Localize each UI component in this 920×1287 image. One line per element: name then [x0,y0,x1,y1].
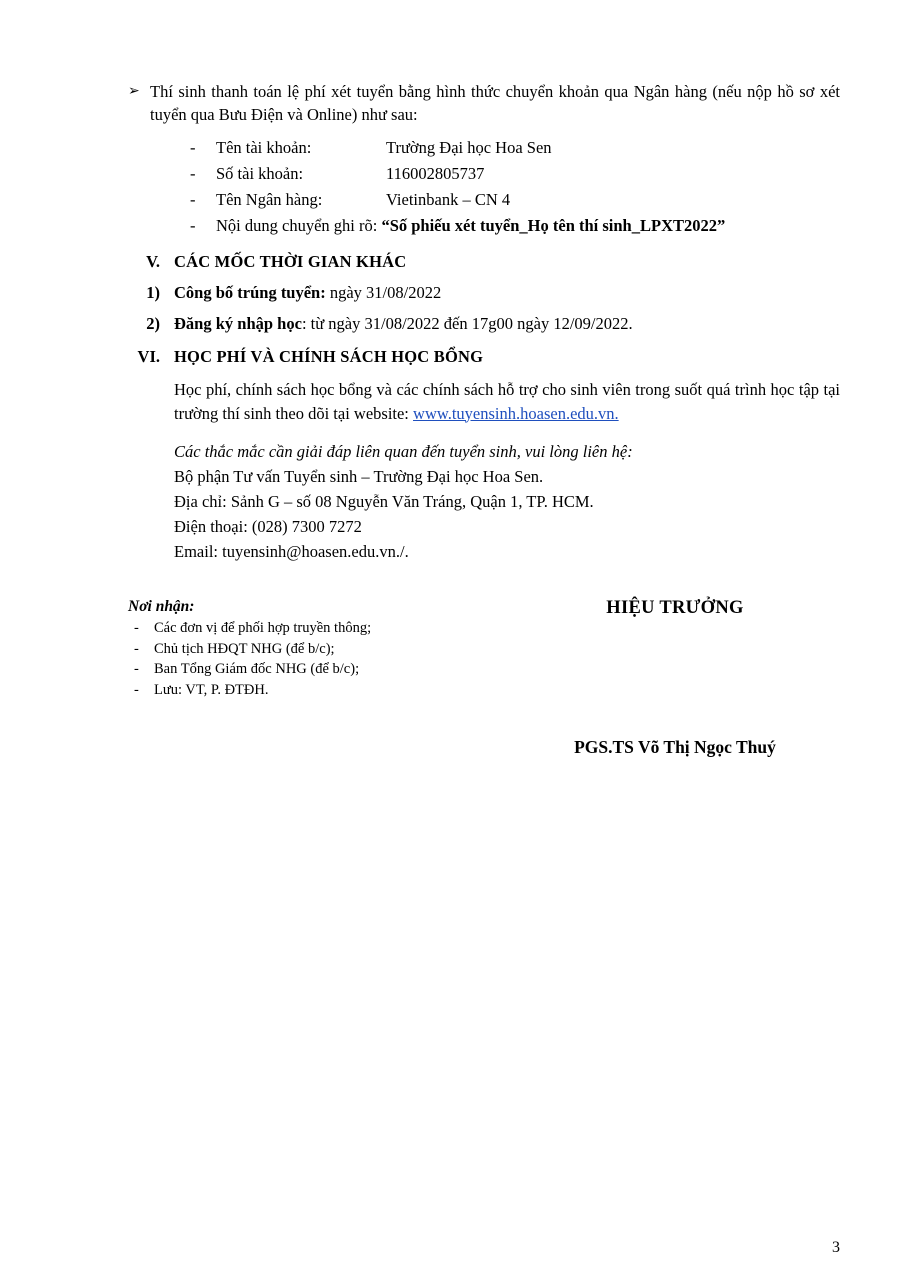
recipient-label: Lưu: VT, P. ĐTĐH. [154,682,269,699]
payment-instruction-text: Thí sinh thanh toán lệ phí xét tuyển bằng hình thức chuyển khoản qua Ngân hàng (nếu nộp hồ sơ xét tuyển qua Bưu Điện và Online) như sau: [150,82,840,125]
section-v-item-2 [128,314,840,334]
signature-block [128,598,840,788]
dash-bullet-icon: - [134,640,139,657]
recipient-label: Các đơn vị để phối hợp truyền thông; [154,620,372,637]
bank-name-label: Tên Ngân hàng: [216,189,323,209]
arrow-bullet-icon: ➢ [128,84,140,99]
section-vi-number: VI. [137,347,160,367]
dash-bullet-icon: - [134,661,139,678]
signer-block [510,598,840,758]
tuition-paragraph-text: Học phí, chính sách học bổng và các chính sách hỗ trợ cho sinh viên trong suốt quá trình học tập tại trường thí sinh theo dõi tại website: [174,380,840,423]
section-v-item-2-body [174,314,840,334]
section-v-item-2-value: : từ ngày 31/08/2022 đến 17g00 ngày 12/09/2022. [301,314,633,334]
section-v-item-1-label: Công bố trúng tuyển: [174,283,326,303]
dash-bullet-icon: - [134,620,139,637]
section-v-item-2-number: 2) [146,314,160,334]
contact-block [174,439,840,564]
dash-bullet-icon: - [190,163,196,183]
account-name-value: Trường Đại học Hoa Sen [386,137,552,157]
dash-bullet-icon: - [190,189,196,209]
list-item [190,213,840,239]
payment-instruction-row [128,80,840,127]
recipients-title: Nơi nhận: [128,598,195,616]
contact-line-phone: Điện thoại: (028) 7300 7272 [174,517,362,537]
page-number: 3 [832,1239,840,1256]
section-v-item-1-number: 1) [146,283,160,303]
dash-bullet-icon: - [134,682,139,699]
contact-intro: Các thắc mắc cần giải đáp liên quan đến tuyển sinh, vui lòng liên hệ: [174,441,633,461]
section-v-item-1-body [174,283,840,303]
account-number-label: Số tài khoản: [216,163,304,183]
section-v-number: V. [146,252,160,272]
section-v-item-1 [128,283,840,303]
transfer-note [216,213,840,239]
recipient-label: Chủ tịch HĐQT NHG (để b/c); [154,640,335,657]
section-vi-title: HỌC PHÍ VÀ CHÍNH SÁCH HỌC BỔNG [174,347,484,367]
signer-name: PGS.TS Võ Thị Ngọc Thuý [574,737,776,758]
bank-account-list [190,135,840,239]
account-number-value: 116002805737 [386,163,485,183]
contact-line-office: Bộ phận Tư vấn Tuyển sinh – Trường Đại học Hoa Sen. [174,467,544,487]
dash-bullet-icon: - [190,137,196,157]
contact-line-address: Địa chỉ: Sảnh G – số 08 Nguyễn Văn Tráng, Quận 1, TP. HCM. [174,492,594,512]
list-item [190,135,840,161]
account-name-label: Tên tài khoản: [216,137,312,157]
section-v-title: CÁC MỐC THỜI GIAN KHÁC [174,252,407,272]
list-item [190,161,840,187]
transfer-note-quoted: “Số phiếu xét tuyển_Họ tên thí sinh_LPXT2022” [381,216,726,236]
bank-name-value: Vietinbank – CN 4 [386,189,511,209]
recipient-label: Ban Tổng Giám đốc NHG (để b/c); [154,661,360,678]
tuition-website-link[interactable]: www.tuyensinh.hoasen.edu.vn. [413,403,619,423]
transfer-note-prefix: Nội dung chuyển ghi rõ: [216,216,382,236]
tuition-paragraph [174,378,840,425]
dash-bullet-icon: - [190,216,196,236]
document-body [128,80,840,788]
section-v-item-2-label: Đăng ký nhập học [174,314,302,334]
section-v-item-1-value: ngày 31/08/2022 [325,283,442,303]
section-vi-heading [128,347,840,367]
section-v-heading [128,252,840,272]
contact-line-email: Email: tuyensinh@hoasen.edu.vn./. [174,542,409,562]
signer-role: HIỆU TRƯỞNG [606,598,744,619]
list-item [190,187,840,213]
